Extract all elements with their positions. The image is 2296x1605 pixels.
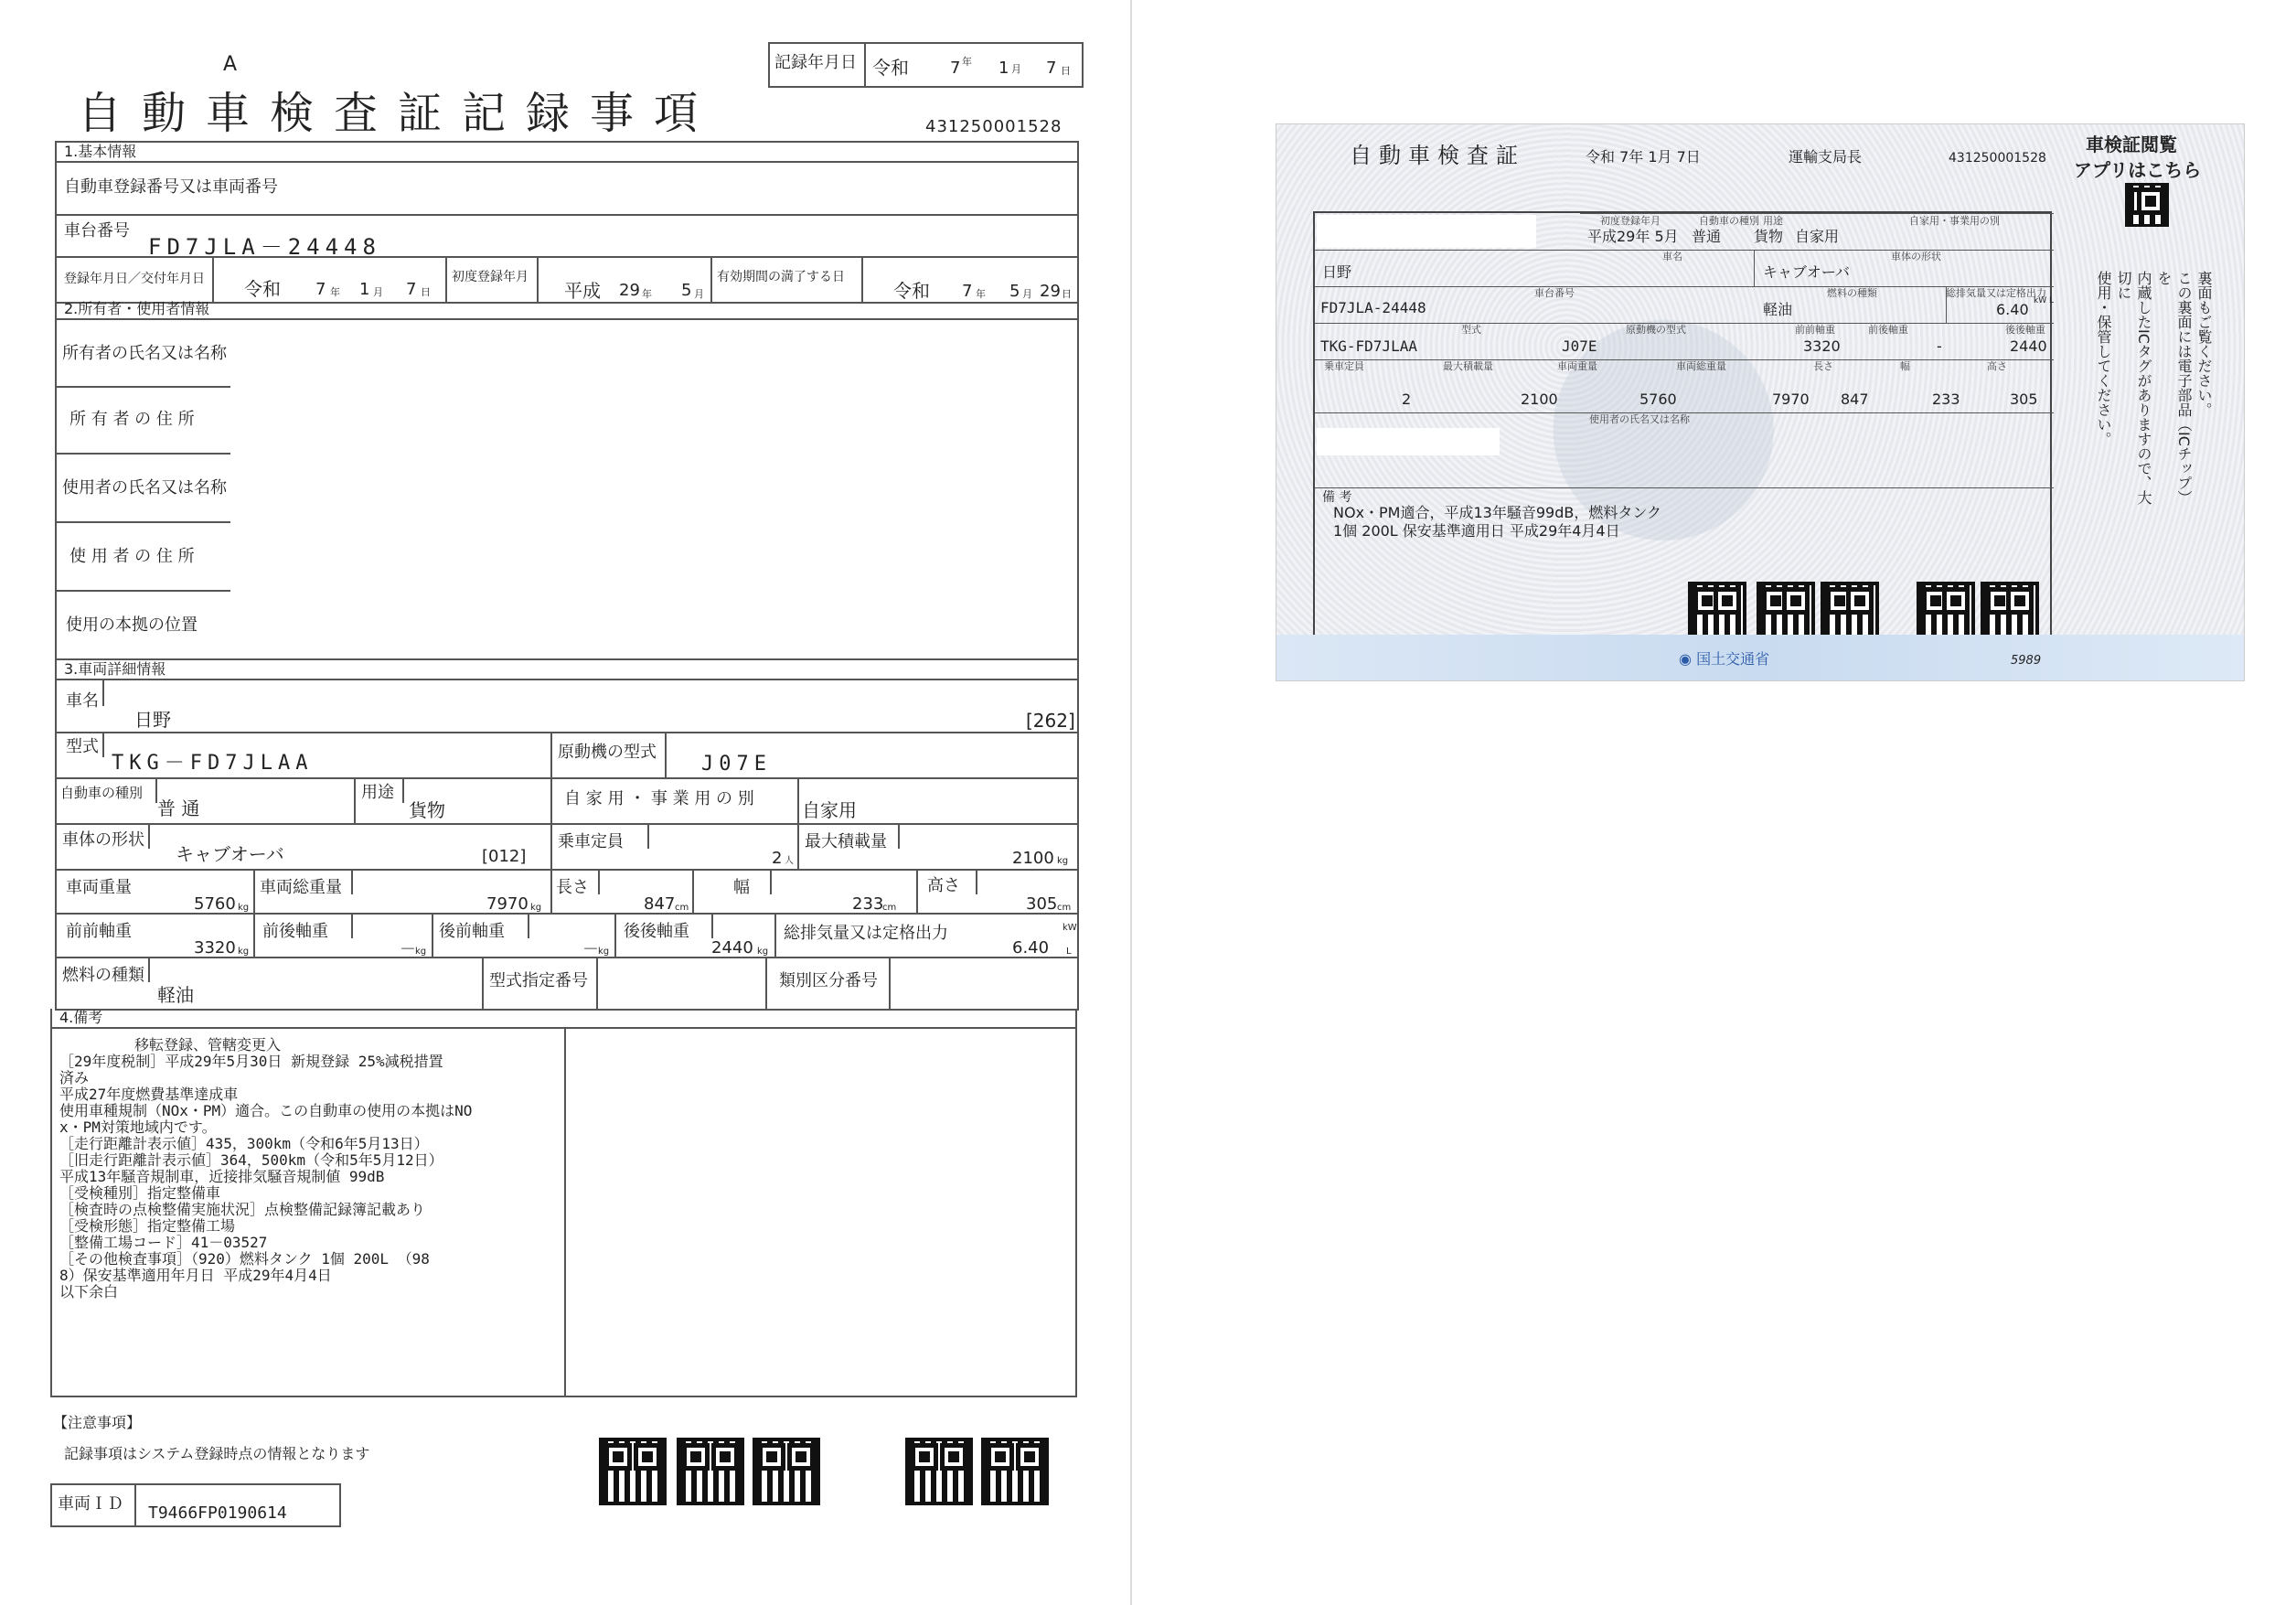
first-reg-month-unit: 月 [694, 288, 704, 300]
expiry-day-unit: 日 [1062, 288, 1072, 300]
vehicle-id-value: T9466FP0190614 [148, 1503, 287, 1523]
card-rr-label: 後後軸重 [2005, 324, 2045, 336]
vertical-notice-line: 裏面もご覧ください。 [2195, 271, 2213, 417]
card-private-label: 自家用・事業用の別 [1909, 215, 2000, 227]
card-gross: 7970 [1772, 391, 1810, 408]
card-use: 貨物 [1754, 228, 1784, 245]
vertical-notice-line: 内蔵したICタグがありますので、大切に [2115, 271, 2152, 505]
card-issuer: 運輸支局長 [1789, 148, 1863, 166]
card-date: 令和 7年 1月 7日 [1586, 148, 1701, 166]
card-weight-label: 車両重量 [1557, 360, 1597, 372]
rf-label: 後前軸重 [439, 922, 505, 941]
vehicle-id-box [50, 1483, 341, 1527]
ministry-icon: ◉ [1679, 650, 1692, 668]
remark-line: 8）保安基準適用年月日 平成29年4月4日 [59, 1267, 332, 1284]
qr-code [905, 1438, 973, 1505]
remark-line: 使用車種規制（NOx・PM）適合。この自動車の使用の本拠はNO [59, 1102, 473, 1119]
card-length-label: 長さ [1813, 360, 1833, 372]
vertical-notice-line: 使用・保管してください。 [2095, 271, 2112, 446]
height-label: 高さ [927, 876, 960, 895]
expiry-day: 29 [1040, 282, 1061, 301]
gross-value: 7970 [486, 894, 529, 914]
private-value: 自家用 [802, 799, 857, 821]
card-fr: - [1937, 337, 1942, 355]
reg-date-year-unit: 年 [330, 286, 340, 298]
card-remarks-line: 1個 200L 保安基準適用日 平成29年4月4日 [1333, 522, 1620, 540]
first-reg-era: 平成 [564, 280, 601, 302]
body-code: [012] [482, 847, 527, 866]
length-unit: cm [675, 903, 689, 913]
section-3-title: 3.車両詳細情報 [64, 660, 166, 678]
maker-code: [262] [1026, 710, 1075, 732]
qr-code [1917, 582, 1975, 640]
card-disp: 6.40 [1996, 301, 2029, 318]
ministry-label: 国土交通省 [1696, 650, 1770, 668]
rf-value: － [582, 940, 599, 959]
user-name-label: 使用者の氏名又は名称 [62, 478, 227, 498]
card-height: 305 [2010, 391, 2038, 408]
reg-date-day-unit: 日 [421, 286, 431, 298]
first-reg-year: 29 [619, 281, 640, 300]
remark-line: 済み [59, 1069, 90, 1086]
remarks-section [50, 1009, 1077, 1397]
length-value: 847 [644, 894, 676, 914]
ministry-name [1679, 652, 1769, 667]
card-disp-label: 総排気量又は定格出力 [1946, 287, 2046, 299]
gross-label: 車両総重量 [260, 878, 342, 897]
card-length: 847 [1841, 391, 1869, 408]
card-first-reg: 平成29年 5月 [1587, 228, 1679, 245]
card-capacity-label: 乗車定員 [1324, 360, 1364, 372]
record-date-year-unit: 年 [962, 56, 972, 68]
width-label: 幅 [733, 878, 750, 897]
card-fr-label: 前後軸重 [1868, 324, 1908, 336]
record-sheet [0, 0, 1132, 1605]
redaction [1317, 215, 1536, 248]
card-rr: 2440 [2010, 337, 2047, 355]
disp-label: 総排気量又は定格出力 [784, 924, 948, 943]
qr-code [1688, 582, 1746, 640]
qr-code [1821, 582, 1879, 640]
card-height-label: 高さ [1987, 360, 2007, 372]
card-body: キャブオーバ [1763, 263, 1851, 281]
model-label: 型式 [66, 737, 99, 756]
record-date-box [768, 42, 1084, 88]
height-value: 305 [1026, 894, 1058, 914]
vehicle-id-label: 車両ＩＤ [58, 1494, 123, 1514]
card-disp-unit: kW L [2034, 296, 2054, 305]
reg-date-month: 1 [359, 280, 370, 299]
app-title-2: アプリはこちら [2074, 159, 2202, 181]
fr-unit: kg [415, 947, 427, 957]
engine-value: J07E [701, 753, 772, 776]
width-value: 233 [852, 894, 884, 914]
qr-code [1981, 582, 2039, 640]
qr-code [1757, 582, 1815, 640]
weight-label: 車両重量 [66, 878, 132, 897]
first-reg-label: 初度登録年月 [452, 270, 529, 284]
remark-line: 平成27年度燃費基準達成車 [59, 1086, 239, 1103]
section-4-title: 4.備考 [59, 1009, 103, 1026]
expiry-year: 7 [962, 282, 973, 301]
card-user-label: 使用者の氏名又は名称 [1589, 413, 1690, 425]
model-value: TKG－FD7JLAA [112, 752, 314, 775]
rr-label: 後後軸重 [624, 922, 689, 941]
record-date-label: 記録年月日 [774, 53, 857, 72]
ff-unit: kg [238, 947, 250, 957]
card-model: TKG-FD7JLAA [1320, 337, 1417, 355]
remark-line: ［受検種別］指定整備車 [59, 1184, 221, 1202]
private-label: 自 家 用 ・ 事 業 用 の 別 [564, 789, 754, 808]
qr-code [677, 1438, 744, 1505]
remark-line: ［29年度税制］平成29年5月30日 新規登録 25%減税措置 [59, 1053, 443, 1070]
card-chassis-label: 車台番号 [1534, 287, 1575, 299]
card-gross-label: 車両総重量 [1676, 360, 1726, 372]
capacity-unit: 人 [785, 856, 794, 866]
remark-line: ［旧走行距離計表示値］364，500km（令和5年5月12日） [59, 1151, 443, 1169]
reg-date-era: 令和 [244, 278, 281, 300]
reg-date-label: 登録年月日／交付年月日 [64, 272, 205, 286]
record-date-day-unit: 日 [1061, 65, 1071, 77]
height-unit: cm [1057, 903, 1072, 913]
card-remarks-line: NOx・PM適合，平成13年騒音99dB，燃料タンク [1333, 504, 1662, 521]
weight-unit: kg [238, 903, 250, 913]
use-label: 用途 [361, 783, 394, 802]
record-date-month-unit: 月 [1011, 63, 1021, 75]
card-weight: 5760 [1639, 391, 1677, 408]
qr-code [599, 1438, 667, 1505]
owner-user-section [55, 302, 1079, 660]
card-remarks-label: 備 考 [1322, 490, 1352, 505]
owner-address-label: 所 有 者 の 住 所 [69, 410, 195, 429]
record-date-month: 1 [998, 59, 1009, 78]
maker-value: 日野 [134, 709, 171, 731]
reg-date-month-unit: 月 [373, 286, 383, 298]
expiry-label: 有効期間の満了する日 [717, 270, 845, 284]
card-width: 233 [1932, 391, 1960, 408]
owner-name-label: 所有者の氏名又は名称 [62, 344, 227, 363]
record-date-era: 令和 [872, 57, 909, 79]
type-no-label: 型式指定番号 [489, 971, 588, 990]
inspection-certificate-card [1276, 123, 2245, 681]
card-title: 自動車検査証 [1350, 143, 1525, 168]
qr-code [981, 1438, 1049, 1505]
engine-label: 原動機の型式 [558, 743, 657, 762]
card-private: 自家用 [1795, 228, 1840, 245]
section-1-title: 1.基本情報 [64, 143, 137, 160]
section-2-title: 2.所有者・使用者情報 [64, 300, 210, 317]
card-body-label: 車体の形状 [1891, 251, 1941, 262]
expiry-year-unit: 年 [976, 288, 986, 300]
vertical-notice [2095, 271, 2214, 518]
remark-line: x・PM対策地域内です。 [59, 1118, 217, 1136]
class-no-label: 類別区分番号 [779, 971, 878, 990]
chassis-label: 車台番号 [64, 221, 130, 241]
disp-unit: L [1066, 947, 1072, 957]
remark-line: ［その他検査事項］（920）燃料タンク 1個 200L （98 [59, 1250, 430, 1268]
card-engine-label: 原動機の型式 [1626, 324, 1686, 336]
rr-unit: kg [757, 947, 769, 957]
card-doc-number: 431250001528 [1949, 151, 2046, 166]
rr-value: 2440 [711, 938, 753, 958]
remark-line: 移転登録、管轄変更入 [134, 1036, 282, 1054]
notice-text: 記録事項はシステム登録時点の情報となります [64, 1445, 370, 1462]
expiry-month-unit: 月 [1022, 288, 1032, 300]
app-qr-code [2125, 183, 2169, 227]
card-maker: 日野 [1322, 263, 1352, 281]
card-width-label: 幅 [1900, 360, 1910, 372]
card-chassis: FD7JLA-24448 [1320, 299, 1426, 316]
remark-line: ［受検形態］指定整備工場 [59, 1217, 236, 1235]
card-first-reg-label: 初度登録年月 [1600, 215, 1661, 227]
user-address-label: 使 用 者 の 住 所 [69, 547, 195, 566]
card-fuel-label: 燃料の種類 [1827, 287, 1877, 299]
notice-title: 【注意事項】 [53, 1414, 142, 1431]
remark-line: ［整備工場コード］41－03527 [59, 1234, 268, 1251]
max-load-value: 2100 [1012, 849, 1054, 868]
fr-value: － [400, 940, 416, 959]
ff-label: 前前軸重 [66, 922, 132, 941]
expiry-era: 令和 [893, 280, 930, 302]
doc-number: 431250001528 [925, 117, 1063, 136]
capacity-label: 乗車定員 [558, 832, 624, 851]
remark-line: ［走行距離計表示値］435，300km（令和6年5月13日） [59, 1135, 429, 1152]
card-engine: J07E [1562, 337, 1597, 355]
card-fuel: 軽油 [1763, 301, 1793, 318]
remark-line: 以下余白 [59, 1283, 119, 1300]
card-maker-label: 車名 [1662, 251, 1682, 262]
weight-value: 5760 [194, 894, 236, 914]
vehicle-detail-section [55, 658, 1079, 1011]
vertical-notice-line: この裏面には電子部品（ICチップ）を [2155, 271, 2193, 505]
reg-date-year: 7 [315, 280, 326, 299]
page-title: 自動車検査証記録事項 [78, 88, 719, 139]
card-max-load: 2100 [1521, 391, 1558, 408]
basic-info-section [55, 141, 1079, 304]
kind-value: 普 通 [157, 797, 200, 819]
ff-value: 3320 [194, 938, 236, 958]
card-kind-label: 自動車の種別 [1699, 215, 1759, 227]
card-table [1313, 211, 2052, 641]
card-serial: 5989 [2011, 654, 2042, 668]
app-title-1: 車検証閲覧 [2086, 134, 2177, 155]
max-load-unit: kg [1057, 856, 1069, 866]
base-location-label: 使用の本拠の位置 [66, 615, 198, 635]
rf-unit: kg [598, 947, 610, 957]
body-label: 車体の形状 [62, 830, 144, 850]
chassis-value: FD7JLA－24448 [148, 234, 381, 260]
body-value: キャブオーバ [176, 843, 284, 865]
reg-number-label: 自動車登録番号又は車両番号 [64, 177, 278, 197]
expiry-month: 5 [1009, 282, 1020, 301]
first-reg-month: 5 [681, 281, 692, 300]
card-kind: 普通 [1692, 228, 1722, 245]
length-label: 長さ [556, 878, 589, 897]
use-value: 貨物 [409, 799, 445, 821]
reg-date-day: 7 [406, 280, 417, 299]
width-unit: cm [882, 903, 897, 913]
qr-code [753, 1438, 820, 1505]
card-capacity: 2 [1402, 391, 1412, 408]
remark-line: 平成13年騒音規制車，近接排気騒音規制値 99dB [59, 1168, 385, 1185]
record-date-day: 7 [1046, 59, 1057, 78]
capacity-value: 2 [772, 849, 783, 868]
corner-mark: A [223, 53, 238, 76]
card-ff-label: 前前軸重 [1795, 324, 1835, 336]
first-reg-year-unit: 年 [642, 288, 652, 300]
fuel-label: 燃料の種類 [62, 966, 144, 985]
max-load-label: 最大積載量 [805, 832, 887, 851]
fuel-value: 軽油 [157, 984, 194, 1006]
card-ff: 3320 [1803, 337, 1841, 355]
gross-unit: kg [530, 903, 542, 913]
remark-line: ［検査時の点検整備実施状況］点検整備記録簿記載あり [59, 1201, 426, 1218]
redaction [1317, 428, 1500, 455]
disp-unit-top: kW [1063, 923, 1077, 933]
kind-label: 自動車の種別 [60, 785, 144, 801]
card-max-load-label: 最大積載量 [1443, 360, 1493, 372]
maker-label: 車名 [66, 691, 99, 711]
record-date-year: 7 [950, 59, 961, 78]
disp-value: 6.40 [1012, 938, 1050, 958]
fr-label: 前後軸重 [262, 922, 328, 941]
card-model-label: 型式 [1461, 324, 1481, 336]
card-use-label: 用途 [1763, 215, 1783, 227]
